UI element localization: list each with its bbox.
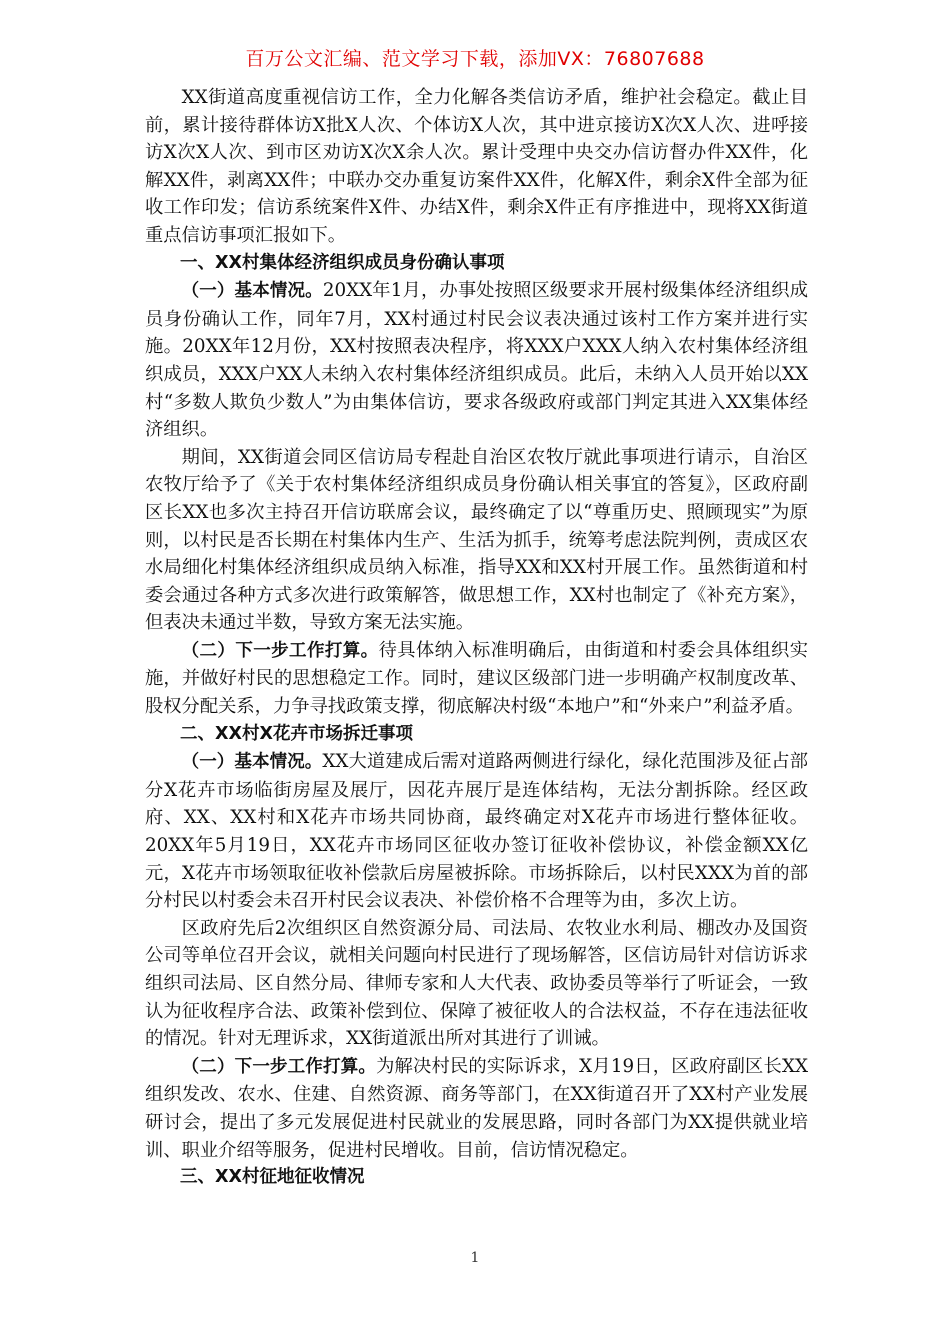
section-2-basic-lead: （一）基本情况。 [181,752,323,773]
section-2-next-lead: （二）下一步工作打算。 [181,1056,377,1077]
section-3-heading: 三、XX村征地征收情况 [180,1167,365,1188]
section-1-basic-lead: （一）基本情况。 [181,281,323,302]
document-body [145,84,808,1192]
section-1-heading: 一、XX村集体经济组织成员身份确认事项 [180,252,505,273]
section-1-basic-situation [145,277,808,444]
section-1-next-lead: （二）下一步工作打算。 [181,640,379,661]
section-1-basic-body: 20XX年1月，办事处按照区级要求开展村级集体经济组织成员身份确认工作，同年7月，XX村通过村民会议表决通过该村工作方案并进行实施。20XX年12月份，XX村按照表决程序，将XXX户XXX人纳入农村集体经济组织成员，XXX户XX人未纳入农村集体经济组织成员。此后，未纳入人员开始以XX村“多数人欺负少数人”为由集体信访，要求各级政府或部门判定其进入XX集体经济组织。 [145,280,808,441]
section-1-paragraph-2: 期间，XX街道会同区信访局专程赴自治区农牧厅就此事项进行请示，自治区农牧厅给予了《关于农村集体经济组织成员身份确认相关事宜的答复》，区政府副区长XX也多次主持召开信访联席会议，最终确定了以“尊重历史、照顾现实”为原则，以村民是否长期在村集体内生产、生活为抓手，统筹考虑法院判例，责成区农水局细化村集体经济组织成员纳入标准，指导XX和XX村开展工作。虽然街道和村委会通过各种方式多次进行政策解答，做思想工作，XX村也制定了《补充方案》，但表决未通过半数，导致方案无法实施。 [145,446,808,634]
section-2-heading: 二、XX村X花卉市场拆迁事项 [180,723,413,744]
header-banner: 百万公文汇编、范文学习下载，添加VX：76807688 [245,48,705,70]
section-1-next-steps [145,637,808,721]
section-2-basic-situation [145,748,808,915]
section-1-next-body: 待具体纳入标准明确后，由街道和村委会具体组织实施，并做好村民的思想稳定工作。同时，建议区级部门进一步明确产权制度改革、股权分配关系，力争寻找政策支撑，彻底解决村级“本地户”和“外来户”利益矛盾。 [145,639,809,718]
intro-paragraph: XX街道高度重视信访工作，全力化解各类信访矛盾，维护社会稳定。截止目前，累计接待群体访X批X人次、个体访X人次，其中进京接访X次X人次、进呼接访X次X人次、到市区劝访X次X余人次。累计受理中央交办信访督办件XX件，化解XX件，剥离XX件；中联办交办重复访案件XX件，化解X件，剩余X件全部为征收工作印发；信访系统案件X件、办结X件，剩余X件正有序推进中，现将XX街道重点信访事项汇报如下。 [145,87,808,246]
page-number: 1 [470,1250,480,1266]
section-2-paragraph-2: 区政府先后2次组织区自然资源分局、司法局、农牧业水利局、棚改办及国资公司等单位召开会议，就相关问题向村民进行了现场解答，区信访局针对信访诉求组织司法局、区自然分局、律师专家和人大代表、政协委员等举行了听证会，一致认为征收程序合法、政策补偿到位、保障了被征收人的合法权益，不存在违法征收的情况。针对无理诉求，XX街道派出所对其进行了训诫。 [145,917,808,1050]
section-2-basic-body: XX大道建成后需对道路两侧进行绿化，绿化范围涉及征占部分X花卉市场临街房屋及展厅，因花卉展厅是连体结构，无法分割拆除。经区政府、XX、XX村和X花卉市场共同协商，最终确定对X花卉市场进行整体征收。20XX年5月19日，XX花卉市场同区征收办签订征收补偿协议，补偿金额XX亿元，X花卉市场领取征收补偿款后房屋被拆除。市场拆除后，以村民XXX为首的部分村民以村委会未召开村民会议表决、补偿价格不合理等为由，多次上访。 [145,751,808,912]
section-2-next-body: 为解决村民的实际诉求，X月19日，区政府副区长XX组织发改、农水、住建、自然资源、商务等部门，在XX街道召开了XX村产业发展研讨会，提出了多元发展促进村民就业的发展思路，同时各部门为XX提供就业培训、职业介绍等服务，促进村民增收。目前，信访情况稳定。 [145,1055,809,1161]
section-2-next-steps [145,1053,808,1164]
